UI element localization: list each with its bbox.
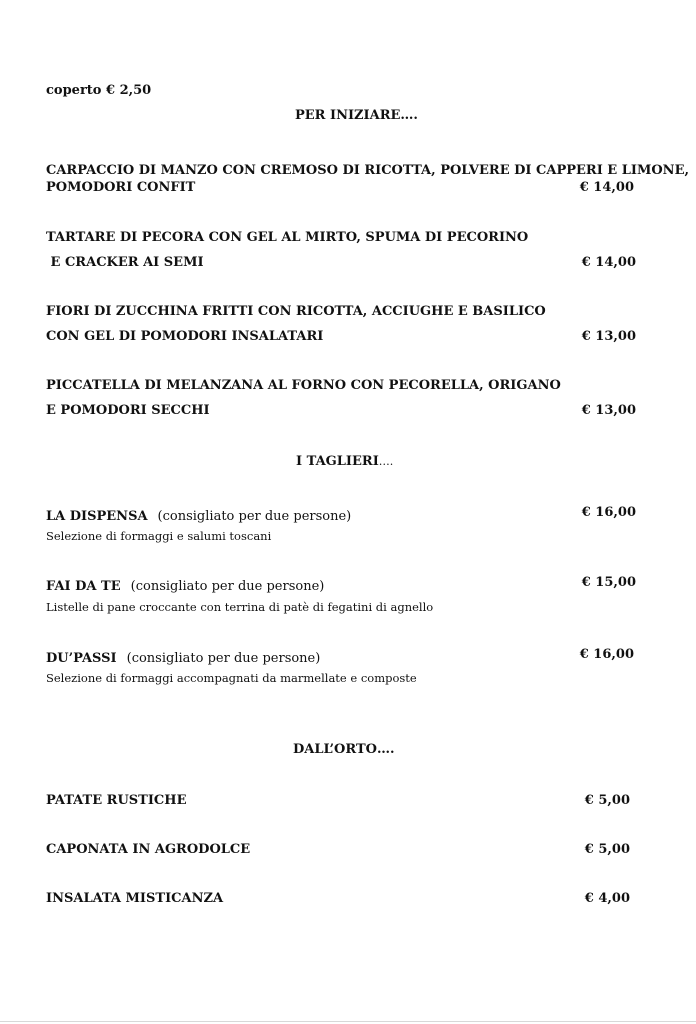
board-description: Listelle di pane croccante con terrina di patè di fegatini di agnello [46,600,434,614]
dish-line-1: CARPACCIO DI MANZO CON CREMOSO DI RICOTTA, POLVERE DI CAPPERI E LIMONE, [46,163,689,178]
side-dish-price: € 4,00 [584,891,630,906]
dish-line-2: E CRACKER AI SEMI [46,255,204,270]
side-dish-price: € 5,00 [584,842,630,857]
board-note: (consigliato per due persone) [157,509,352,524]
coperto-charge: coperto € 2,50 [46,83,152,98]
board-description: Selezione di formaggi e salumi toscani [46,529,272,543]
dish-line-2: CON GEL DI POMODORI INSALATARI [46,329,324,344]
board-note: (consigliato per due persone) [130,579,325,594]
side-dish-name: CAPONATA IN AGRODOLCE [46,842,251,857]
board-name: LA DISPENSA [46,509,148,524]
section-title-dots: …. [378,455,394,468]
board-name: DU’PASSI [46,651,117,666]
board-name: FAI DA TE [46,579,121,594]
board-note: (consigliato per due persone) [126,651,321,666]
section-title-taglieri [296,454,393,470]
section-title-orto: DALL’ORTO…. [293,742,395,757]
dish-price: € 14,00 [581,255,636,270]
board-description: Selezione di formaggi accompagnati da marmellate e composte [46,671,417,685]
dish-line-2: POMODORI CONFIT [46,180,196,195]
dish-line-1: FIORI DI ZUCCHINA FRITTI CON RICOTTA, ACCIUGHE E BASILICO [46,304,546,319]
side-dish-price: € 5,00 [584,793,630,808]
dish-price: € 13,00 [581,329,636,344]
section-title-text: I TAGLIERI [296,454,379,469]
board-price: € 16,00 [579,647,634,662]
board-heading [46,505,351,525]
board-price: € 15,00 [581,575,636,590]
side-dish-name: PATATE RUSTICHE [46,793,187,808]
dish-price: € 14,00 [579,180,634,195]
section-title-iniziare: PER INIZIARE…. [295,108,418,123]
dish-price: € 13,00 [581,403,636,418]
dish-line-1: PICCATELLA DI MELANZANA AL FORNO CON PECORELLA, ORIGANO [46,378,561,393]
board-heading [46,647,320,667]
dish-line-1: TARTARE DI PECORA CON GEL AL MIRTO, SPUMA DI PECORINO [46,230,529,245]
board-heading [46,575,324,595]
page-bottom-divider [0,1021,696,1022]
dish-line-2: E POMODORI SECCHI [46,403,210,418]
board-price: € 16,00 [581,505,636,520]
side-dish-name: INSALATA MISTICANZA [46,891,224,906]
